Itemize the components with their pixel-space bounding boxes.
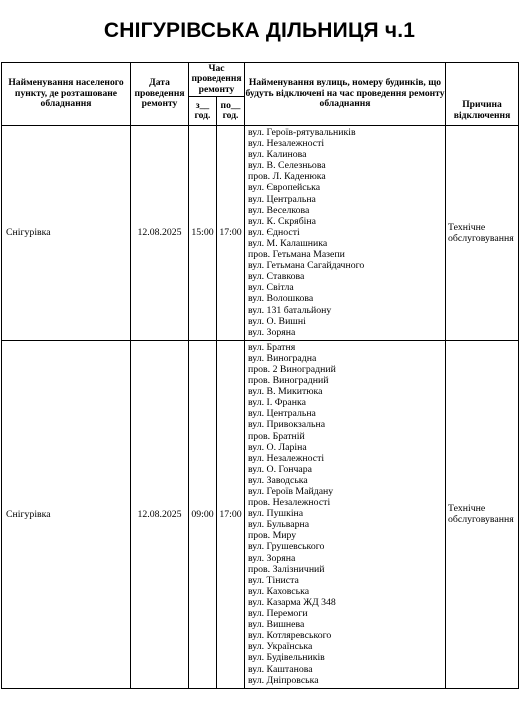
street-item: вул. В. Селезньова xyxy=(248,160,326,172)
settlement-cell: Снігурівка xyxy=(2,126,131,341)
street-item: вул. О. Ларіна xyxy=(248,441,307,453)
street-item: вул. Перемоги xyxy=(248,608,308,620)
street-item: вул. 131 батальйону xyxy=(248,304,332,316)
streets-cell xyxy=(245,340,446,688)
street-item: вул. Центральна xyxy=(248,193,316,205)
settlement-cell: Снігурівка xyxy=(2,340,131,688)
street-item: вул. В. Микитюка xyxy=(248,386,323,398)
street-item: вул. Зоряна xyxy=(248,326,296,338)
reason-cell: Технічне обслуговування xyxy=(446,126,519,341)
time-to-cell: 17:00 xyxy=(217,340,245,688)
street-item: пров. Незалежності xyxy=(248,497,331,509)
street-item: пров. Братній xyxy=(248,430,305,442)
street-item: пров. Миру xyxy=(248,530,297,542)
date-cell: 12.08.2025 xyxy=(131,340,189,688)
reason-cell: Технічне обслуговування xyxy=(446,340,519,688)
street-item: вул. Грушевського xyxy=(248,541,325,553)
header-reason: Причина відключення xyxy=(446,97,519,126)
street-item: вул. О. Вишні xyxy=(248,315,306,327)
streets-cell xyxy=(245,126,446,341)
header-date: Дата проведення ремонту xyxy=(131,63,189,126)
street-item: вул. К. Скрябіна xyxy=(248,215,316,227)
street-item: вул. Пушкіна xyxy=(248,508,304,520)
street-item: вул. Європейська xyxy=(248,182,321,194)
street-item: вул. Привокзальна xyxy=(248,419,326,431)
street-item: пров. Гетьмана Мазепи xyxy=(248,249,345,261)
street-item: вул. Казарма ЖД 348 xyxy=(248,596,336,608)
street-item: вул. О. Гончара xyxy=(248,463,313,475)
table-row xyxy=(2,126,519,341)
street-item: пров. Залізничний xyxy=(248,563,325,575)
header-reason-blank xyxy=(446,63,519,97)
street-item: вул. Ставкова xyxy=(248,271,305,283)
street-item: вул. Тіниста xyxy=(248,574,299,586)
time-from-cell: 09:00 xyxy=(189,340,217,688)
header-settlement: Найменування населеного пункту, де розташоване обладнання xyxy=(2,63,131,126)
header-time-from: з__ год. xyxy=(189,97,217,126)
header-time: Час проведення ремонту xyxy=(189,63,245,97)
street-item: вул. М. Калашника xyxy=(248,237,328,249)
street-item: вул. Виноградна xyxy=(248,352,317,364)
street-item: вул. Зоряна xyxy=(248,552,296,564)
street-item: вул. Братня xyxy=(248,341,296,353)
street-item: вул. Будівельників xyxy=(248,652,325,664)
header-time-to: по__ год. xyxy=(217,97,245,126)
street-item: вул. Українська xyxy=(248,641,313,653)
street-item: пров. 2 Виноградний xyxy=(248,363,336,375)
time-from-cell: 15:00 xyxy=(189,126,217,341)
street-item: вул. Волошкова xyxy=(248,293,314,305)
street-item: вул. Дніпровська xyxy=(248,674,319,686)
outage-table xyxy=(1,62,519,689)
street-item: вул. Заводська xyxy=(248,474,308,486)
street-item: вул. Центральна xyxy=(248,408,316,420)
street-item: вул. Героїв Майдану xyxy=(248,486,334,497)
header-streets: Найменування вулиць, номеру будинків, що будуть відключені на час проведення ремонту обладнання xyxy=(245,63,446,126)
street-item: вул. Гетьмана Сагайдачного xyxy=(248,260,365,272)
street-item: вул. Калинова xyxy=(248,149,307,161)
street-item: вул. Світла xyxy=(248,282,294,294)
street-item: пров. Виноградний xyxy=(248,375,329,387)
street-item: вул. Героїв-рятувальників xyxy=(248,127,356,138)
street-item: вул. Котляревського xyxy=(248,630,332,642)
street-item: вул. Незалежності xyxy=(248,138,325,150)
table-row xyxy=(2,340,519,688)
street-item: вул. Каштанова xyxy=(248,663,313,675)
page-title: СНІГУРІВСЬКА ДІЛЬНИЦЯ ч.1 xyxy=(103,19,416,42)
street-item: вул. Каховська xyxy=(248,585,310,597)
street-item: вул. Бульварна xyxy=(248,519,310,531)
street-item: вул. Незалежності xyxy=(248,452,325,464)
date-cell: 12.08.2025 xyxy=(131,126,189,341)
street-item: вул. Єдності xyxy=(248,226,300,238)
street-item: пров. Л. Каденюка xyxy=(248,171,326,183)
street-item: вул. І. Франка xyxy=(248,397,306,409)
street-item: вул. Вишнева xyxy=(248,619,305,631)
street-item: вул. Веселкова xyxy=(248,204,310,216)
time-to-cell: 17:00 xyxy=(217,126,245,341)
